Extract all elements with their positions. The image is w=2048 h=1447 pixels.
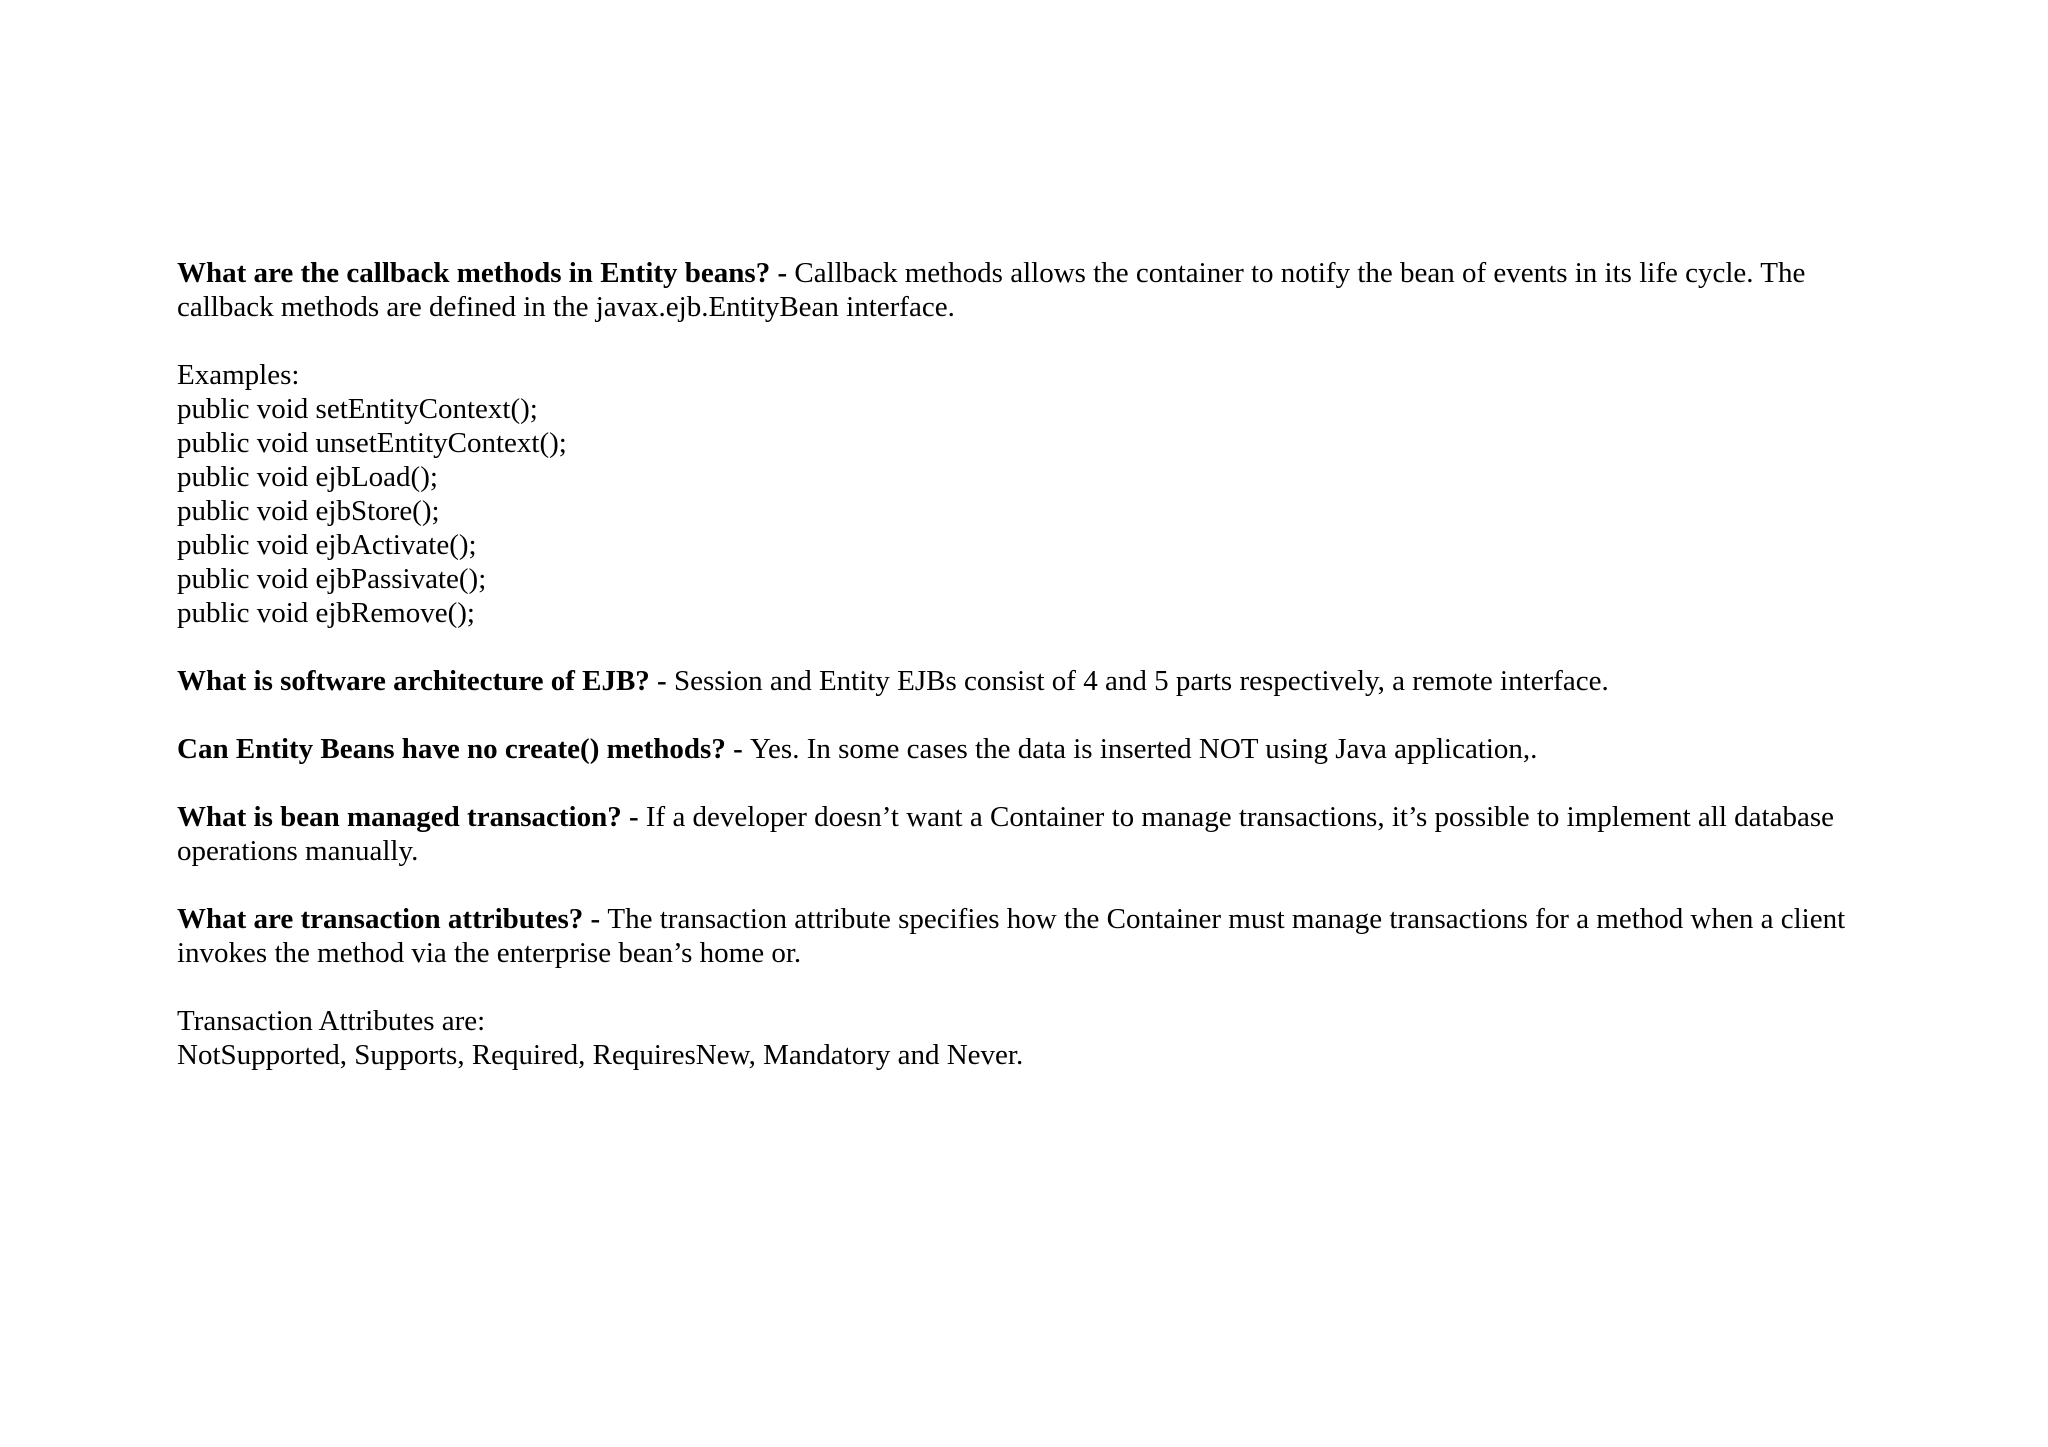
attributes-heading: Transaction Attributes are: <box>177 1005 486 1037</box>
qa-no-create-methods <box>177 732 1897 766</box>
question-text: What is software architecture of EJB? <box>177 665 650 697</box>
answer-text: If a developer doesn’t want a Container to manage transactions, it’s possible to implement all database operations manually. <box>177 801 1834 867</box>
qa-software-architecture <box>177 664 1897 698</box>
question-text: What is bean managed transaction? <box>177 801 622 833</box>
question-separator: - <box>583 903 608 935</box>
document-content <box>177 256 1897 1106</box>
code-line: public void ejbLoad(); <box>177 461 438 493</box>
code-line: public void setEntityContext(); <box>177 393 538 425</box>
answer-text: Session and Entity EJBs consist of 4 and 5 parts respectively, a remote interface. <box>673 665 1609 697</box>
answer-text: The transaction attribute specifies how the Container must manage transactions for a method when a client invokes the method via the enterprise bean’s home or. <box>177 903 1846 969</box>
qa-bean-managed-transaction <box>177 800 1897 868</box>
question-separator: - <box>649 665 674 697</box>
question-separator: - <box>770 257 795 289</box>
code-line: public void ejbActivate(); <box>177 529 477 561</box>
code-line: public void ejbPassivate(); <box>177 563 487 595</box>
code-line: public void unsetEntityContext(); <box>177 427 567 459</box>
attributes-block <box>177 1004 1897 1072</box>
question-text: What are transaction attributes? <box>177 903 584 935</box>
code-line: public void ejbStore(); <box>177 495 440 527</box>
answer-text: Yes. In some cases the data is inserted NOT using Java application,. <box>750 733 1538 765</box>
question-separator: - <box>621 801 646 833</box>
qa-callback-methods <box>177 256 1897 324</box>
code-line: public void ejbRemove(); <box>177 597 475 629</box>
examples-block <box>177 358 1897 630</box>
question-separator: - <box>725 733 751 765</box>
attributes-list: NotSupported, Supports, Required, RequiresNew, Mandatory and Never. <box>177 1039 1024 1071</box>
answer-text: Callback methods allows the container to notify the bean of events in its life cycle. The callback methods are defined in the javax.ejb.EntityBean interface. <box>177 257 1806 323</box>
examples-heading: Examples: <box>177 359 300 391</box>
qa-transaction-attributes <box>177 902 1897 970</box>
question-text: Can Entity Beans have no create() methods? <box>177 733 726 765</box>
question-text: What are the callback methods in Entity beans? <box>177 257 771 289</box>
